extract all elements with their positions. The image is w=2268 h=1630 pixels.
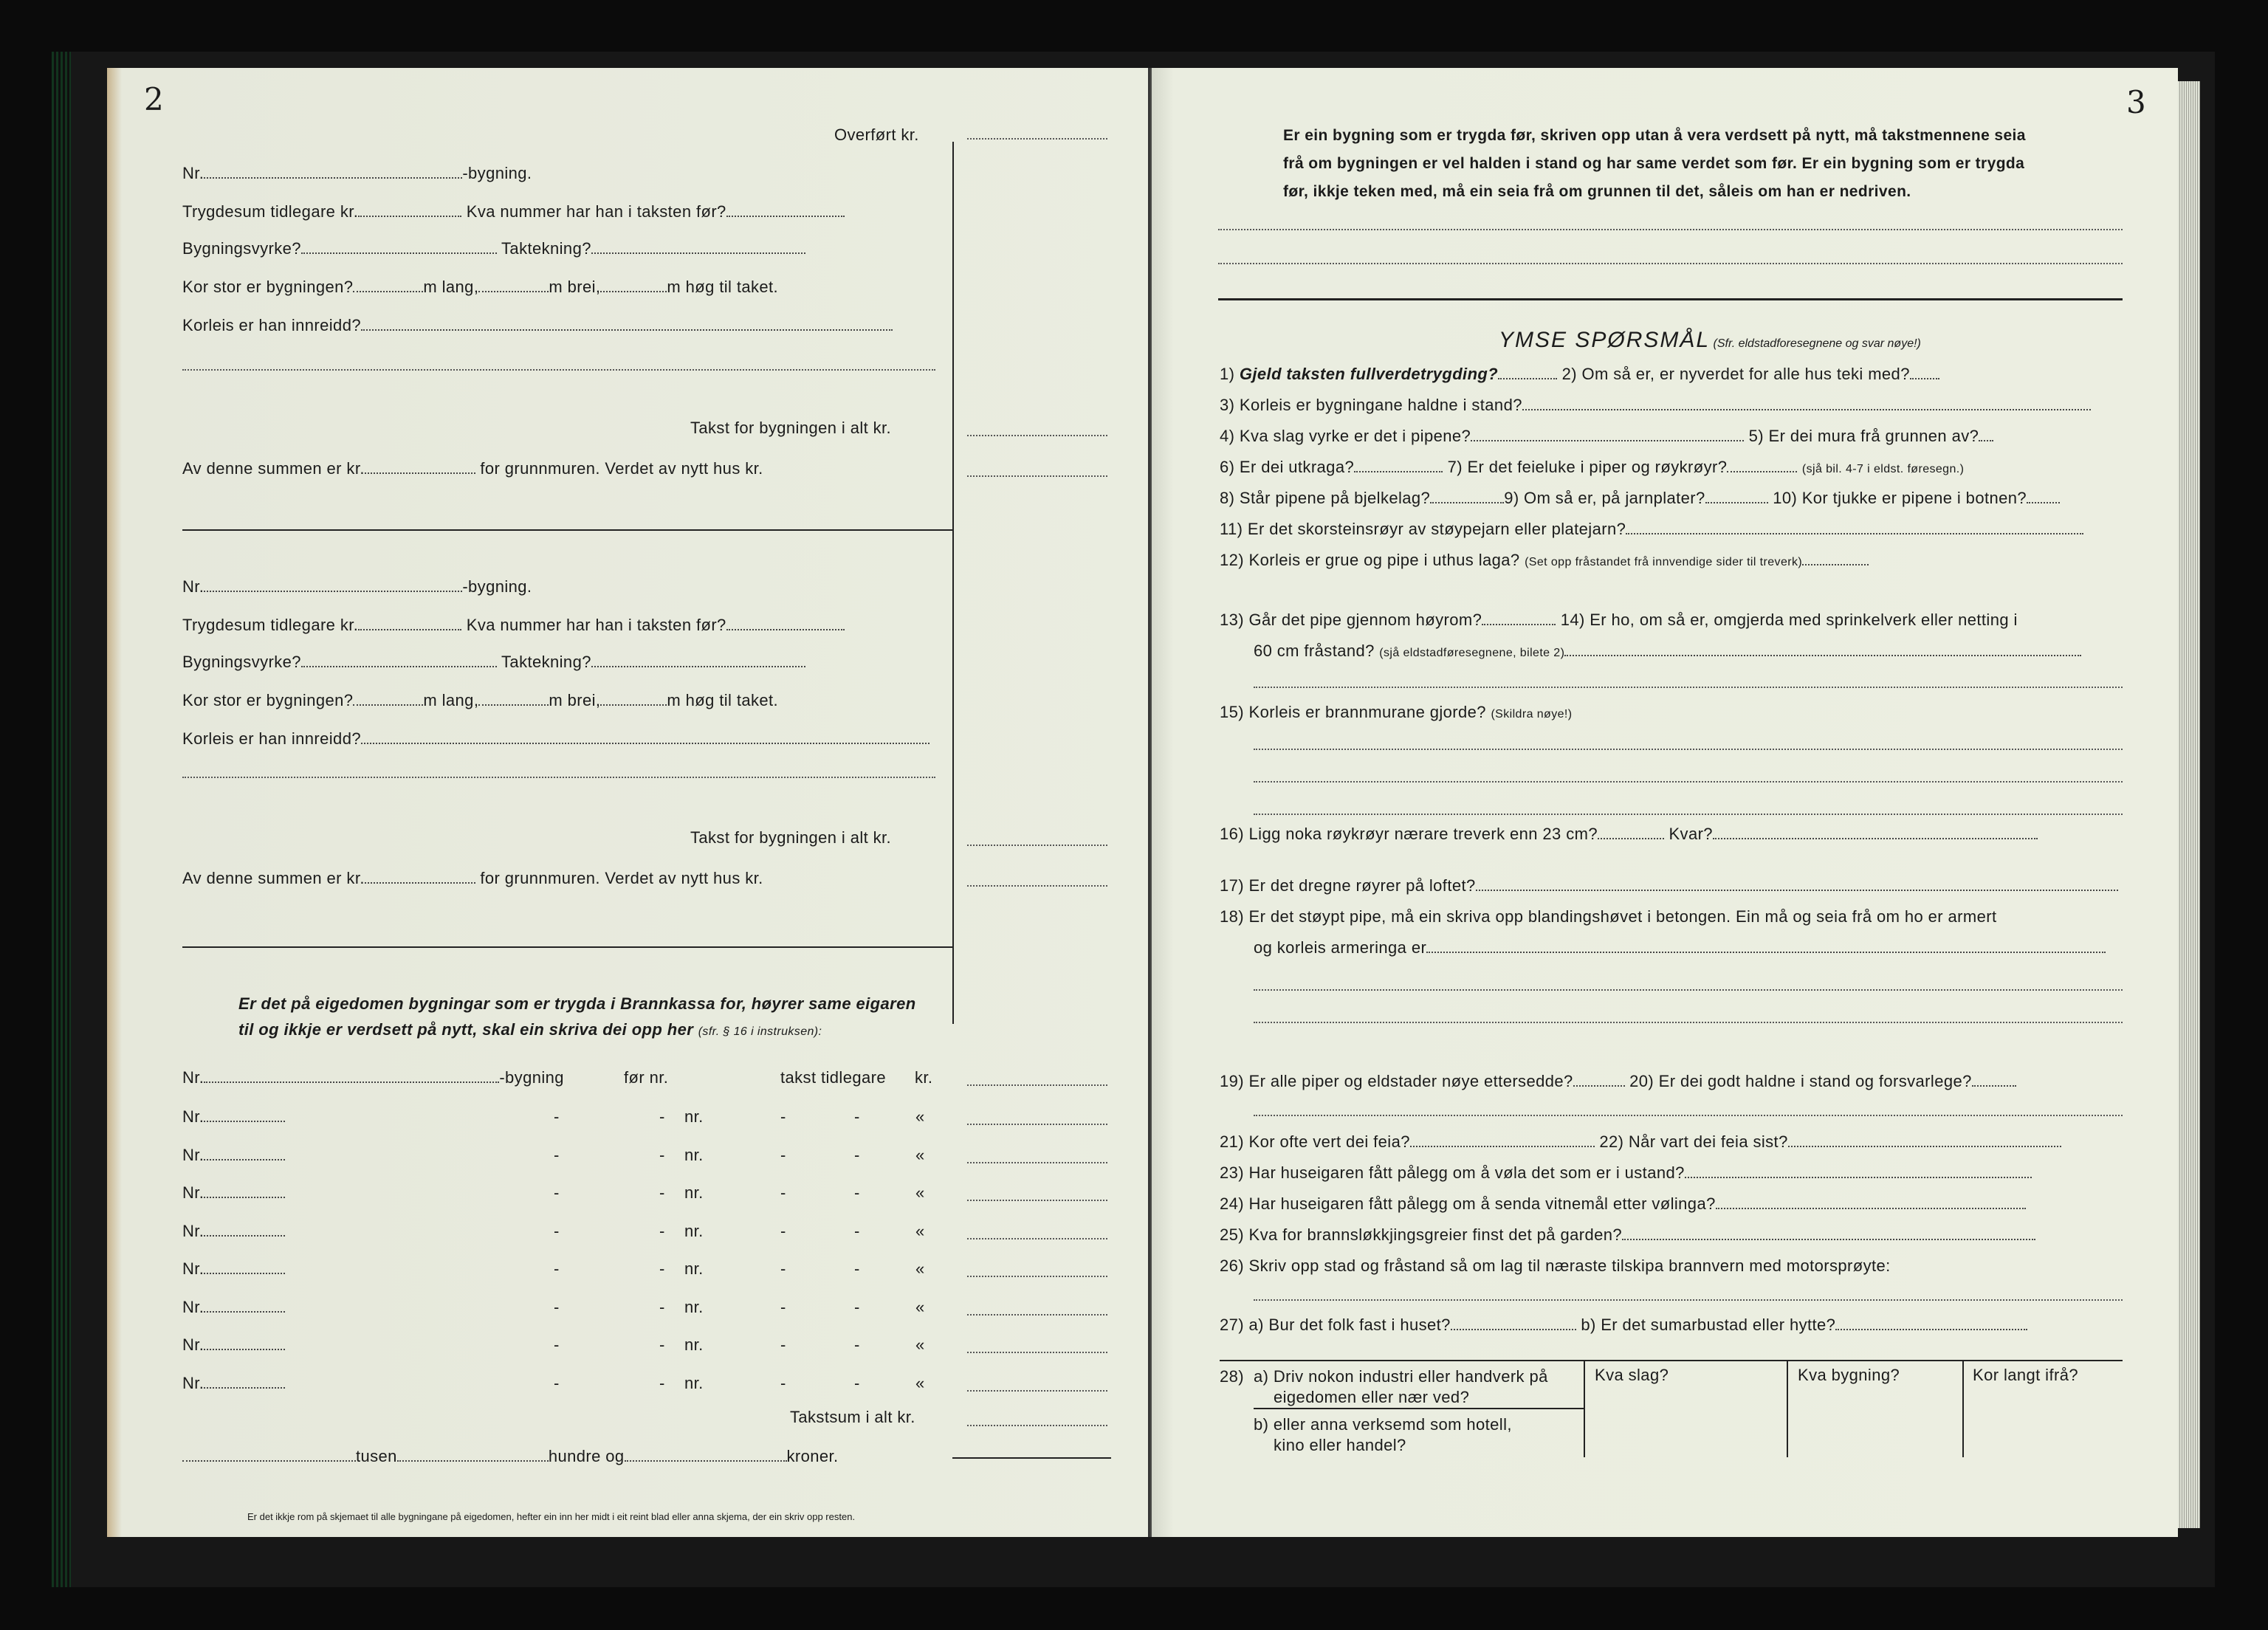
q13-row: 13) Går det pipe gjennom høyrom? 14) Er ho, om så er, omgjerda med sprinkelverk eller netting i <box>1220 611 2018 629</box>
list-row-ditto: « <box>915 1373 925 1392</box>
overfort-value-line <box>967 138 1107 140</box>
list-row-dash: - <box>780 1373 786 1392</box>
list-row-dash: - <box>854 1221 860 1240</box>
list-row-dash: - <box>854 1373 860 1392</box>
q18-row-2: og korleis armeringa er <box>1254 938 2106 957</box>
section-heading: YMSE SPØRSMÅL (Sfr. eldstadforesegnene og svar nøye!) <box>1499 328 1921 352</box>
list-header-kr: kr. <box>915 1068 933 1087</box>
previous-buildings-note-1: Er det på eigedomen bygningar som er trygda i Brannkassa for, høyrer same eigaren <box>238 994 916 1013</box>
list-row-nr: Nr. <box>182 1259 285 1279</box>
overfort-label: Overført kr. <box>834 125 919 144</box>
list-row-dash: - <box>554 1183 560 1202</box>
q17-row: 17) Er det dregne røyrer på loftet? <box>1220 876 2118 895</box>
q28-num: 28) <box>1220 1367 1244 1386</box>
list-row-dash: - <box>659 1297 665 1316</box>
q8-row: 8) Står pipene på bjelkelag? 9) Om så er, på jarnplater? 10) Kor tjukke er pipene i botnen? <box>1220 489 2060 508</box>
list-row-ditto: « <box>915 1107 925 1126</box>
block1-takst-value <box>967 435 1107 436</box>
q18-row: 18) Er det støypt pipe, må ein skriva opp blandingshøvet i betongen. Ein må og seia frå om ho er armert <box>1220 907 1997 926</box>
list-row-dash: - <box>554 1335 560 1354</box>
block2-innreidd: Korleis er han innreidd? <box>182 729 929 749</box>
bleed-through-ghost <box>343 83 354 117</box>
block1-innreidd-line2 <box>182 369 935 371</box>
q18-answer-line-2 <box>1254 1022 2123 1023</box>
list-row-dash: - <box>854 1107 860 1126</box>
q28-col-line-2 <box>1787 1360 1788 1457</box>
list-row-value-line <box>967 1162 1107 1163</box>
q19-row: 19) Er alle piper og eldstader nøye ettersedde? 20) Er dei godt haldne i stand og forsvarlege? <box>1220 1072 2016 1091</box>
block-separator <box>182 529 954 531</box>
list-row-dash: - <box>659 1373 665 1392</box>
intro-line-2: frå om bygningen er vel halden i stand og har same verdet som før. Er ein bygning som er trygda <box>1283 155 2025 172</box>
list-row-dash: - <box>780 1221 786 1240</box>
col-kva-bygning: Kva bygning? <box>1798 1366 1900 1384</box>
amount-column-line <box>952 142 954 1024</box>
list-row-dash: - <box>554 1107 560 1126</box>
intro-answer-line-1 <box>1218 229 2123 230</box>
list-row-ditto: « <box>915 1259 925 1278</box>
list-row-dash: - <box>659 1221 665 1240</box>
intro-rule <box>1218 298 2123 300</box>
list-row-value-line <box>967 1352 1107 1353</box>
list-row-ditto: « <box>915 1221 925 1240</box>
takstsum-rule <box>952 1457 1111 1459</box>
previous-buildings-note-2: til og ikkje er verdsett på nytt, skal ein skriva dei opp her (sfr. § 16 i instruksen): <box>238 1020 822 1039</box>
list-row-value-line <box>967 1276 1107 1277</box>
block2-takst-value <box>967 845 1107 846</box>
list-row-value-line <box>967 1200 1107 1201</box>
block1-kor-stor: Kor stor er bygningen? m lang, m brei, m høg til taket. <box>182 278 779 296</box>
marbled-edge <box>52 52 71 1587</box>
block1-vyrke: Bygningsvyrke? Taktekning? <box>182 239 805 258</box>
list-row-dash: - <box>780 1297 786 1316</box>
block-separator-2 <box>182 946 954 948</box>
list-row-dash: - <box>554 1297 560 1316</box>
list-row-nr-label: nr. <box>684 1183 704 1202</box>
block2-innreidd-line2 <box>182 777 935 778</box>
list-row-dash: - <box>854 1183 860 1202</box>
q26-answer-line <box>1254 1299 2123 1301</box>
list-row-dash: - <box>659 1145 665 1164</box>
q1-row: 1) Gjeld taksten fullverdetrygding? 2) Om så er, er nyverdet for alle hus teki med? <box>1220 365 1939 384</box>
q24-row: 24) Har huseigaren fått pålegg om å senda vitnemål etter vølinga? <box>1220 1194 2026 1214</box>
list-row-nr-label: nr. <box>684 1221 704 1240</box>
left-page <box>107 68 1148 1537</box>
list-row-value-line <box>967 1238 1107 1239</box>
list-row-nr: Nr. <box>182 1146 285 1165</box>
list-row-dash: - <box>554 1259 560 1278</box>
q27-row: 27) a) Bur det folk fast i huset? b) Er det sumarbustad eller hytte? <box>1220 1316 2027 1335</box>
block1-av-summen: Av denne summen er kr. for grunnmuren. Verdet av nytt hus kr. <box>182 459 763 478</box>
q15-answer-line-3 <box>1254 814 2123 815</box>
list-row-ditto: « <box>915 1183 925 1202</box>
list-row-dash: - <box>659 1107 665 1126</box>
list-row-ditto: « <box>915 1145 925 1164</box>
list-row-dash: - <box>780 1145 786 1164</box>
block2-trygdesum: Trygdesum tidlegare kr. Kva nummer har han i taksten før? <box>182 616 845 635</box>
list-row-dash: - <box>659 1183 665 1202</box>
q14-answer-line <box>1254 687 2123 688</box>
block2-nr: Nr. -bygning. <box>182 577 532 596</box>
block1-innreidd: Korleis er han innreidd? <box>182 316 893 335</box>
list-header-takst: takst tidlegare <box>780 1068 886 1087</box>
list-row-value-line <box>967 1314 1107 1316</box>
list-row-nr: Nr. <box>182 1183 285 1203</box>
list-row-nr: Nr. <box>182 1374 285 1393</box>
list-row-ditto: « <box>915 1297 925 1316</box>
list-row-value-line <box>967 1390 1107 1392</box>
list-row-nr-label: nr. <box>684 1107 704 1126</box>
list-row-value-line <box>967 1124 1107 1125</box>
q15-row: 15) Korleis er brannmurane gjorde? (Skildra nøye!) <box>1220 703 1573 721</box>
list-row-nr-label: nr. <box>684 1145 704 1164</box>
block2-nytt-hus-value <box>967 885 1107 887</box>
q18-answer-line-1 <box>1254 989 2123 991</box>
col-kva-slag: Kva slag? <box>1595 1366 1669 1384</box>
list-row-nr-label: nr. <box>684 1335 704 1354</box>
block1-trygdesum: Trygdesum tidlegare kr. Kva nummer har han i taksten før? <box>182 202 845 221</box>
list-row-dash: - <box>854 1335 860 1354</box>
list-header-for-nr: før nr. <box>624 1068 669 1087</box>
block2-vyrke: Bygningsvyrke? Taktekning? <box>182 653 805 672</box>
page-stack <box>2178 81 2200 1528</box>
block1-takst-alt: Takst for bygningen i alt kr. <box>690 419 892 437</box>
list-row-dash: - <box>854 1145 860 1164</box>
q14-row-2: 60 cm fråstand? (sjå eldstadføresegnene, bilete 2) <box>1254 642 2081 661</box>
list-row-dash: - <box>659 1335 665 1354</box>
q4-row: 4) Kva slag vyrke er det i pipene? 5) Er dei mura frå grunnen av? <box>1220 427 1993 446</box>
amount-in-words: tusen hundre og kroner. <box>182 1447 839 1466</box>
block2-av-summen: Av denne summen er kr. for grunnmuren. Verdet av nytt hus kr. <box>182 869 763 887</box>
block2-takst-alt: Takst for bygningen i alt kr. <box>690 828 892 847</box>
list-row-dash: - <box>780 1183 786 1202</box>
intro-line-3: før, ikkje teken med, må ein seia frå om grunnen til det, såleis om han er nedriven. <box>1283 183 1911 200</box>
q15-answer-line-1 <box>1254 749 2123 750</box>
list-row-dash: - <box>554 1373 560 1392</box>
page-number-right: 3 <box>2126 84 2146 120</box>
list-row-dash: - <box>854 1259 860 1278</box>
q28-table-top <box>1220 1360 2123 1361</box>
list-row-nr: Nr. <box>182 1222 285 1241</box>
list-row-dash: - <box>554 1221 560 1240</box>
q25-row: 25) Kva for brannsløkkjingsgreier finst det på garden? <box>1220 1225 2035 1245</box>
list-row-nr: Nr. <box>182 1107 285 1127</box>
q6-row: 6) Er dei utkraga? 7) Er det feieluke i piper og røykrøyr? (sjå bil. 4-7 i eldst. føresegn.) <box>1220 458 1965 476</box>
list-row-nr-label: nr. <box>684 1373 704 1392</box>
list-row-nr-label: nr. <box>684 1259 704 1278</box>
list-row-dash: - <box>659 1259 665 1278</box>
list-row-nr: Nr. <box>182 1298 285 1317</box>
list-row-dash: - <box>780 1259 786 1278</box>
q23-row: 23) Har huseigaren fått pålegg om å vøla det som er i ustand? <box>1220 1163 2032 1183</box>
q28b-line-2: kino eller handel? <box>1274 1436 1406 1454</box>
q26-row: 26) Skriv opp stad og fråstand så om lag til næraste tilskipa brannvern med motorsprøyte: <box>1220 1256 1891 1275</box>
q20-answer-line <box>1254 1115 2123 1116</box>
q15-answer-line-2 <box>1254 781 2123 783</box>
list-row-dash: - <box>554 1145 560 1164</box>
block1-nr: Nr. -bygning. <box>182 164 532 182</box>
q28-inner-rule <box>1254 1408 1584 1409</box>
footnote: Er det ikkje rom på skjemaet til alle bygningane på eigedomen, hefter ein inn her midt i eit reint blad eller anna skjema, der ein skriv opp resten. <box>247 1511 856 1522</box>
page-number: 2 <box>144 81 164 117</box>
right-page <box>1152 68 2178 1537</box>
takstsum-value <box>967 1425 1107 1426</box>
q28b-line-1: b) eller anna verksemd som hotell, <box>1254 1415 1512 1434</box>
block1-nytt-hus-value <box>967 475 1107 477</box>
list-row-ditto: « <box>915 1335 925 1354</box>
list-row-dash: - <box>854 1297 860 1316</box>
list-row-dash: - <box>780 1335 786 1354</box>
list-header: Nr. -bygning <box>182 1068 564 1087</box>
takstsum-label: Takstsum i alt kr. <box>790 1408 915 1426</box>
q28a-line-2: eigedomen eller nær ved? <box>1274 1388 1470 1406</box>
q12-row: 12) Korleis er grue og pipe i uthus laga? (Set opp fråstandet frå innvendige sider til treverk) <box>1220 551 1869 570</box>
intro-line-1: Er ein bygning som er trygda før, skriven opp utan å vera verdsett på nytt, må takstmennene seia <box>1283 127 2026 144</box>
q21-row: 21) Kor ofte vert dei feia? 22) Når vart dei feia sist? <box>1220 1132 2061 1152</box>
q3-row: 3) Korleis er bygningane haldne i stand? <box>1220 396 2091 415</box>
list-row-dash: - <box>780 1107 786 1126</box>
q11-row: 11) Er det skorsteinsrøyr av støypejarn eller platejarn? <box>1220 520 2083 539</box>
list-row-nr-label: nr. <box>684 1297 704 1316</box>
intro-answer-line-2 <box>1218 263 2123 264</box>
q28-col-line-1 <box>1584 1360 1585 1457</box>
q16-row: 16) Ligg noka røykrøyr nærare treverk enn 23 cm? Kvar? <box>1220 825 2038 844</box>
q28a-line-1: a) Driv nokon industri eller handverk på <box>1254 1367 1548 1386</box>
list-row-nr: Nr. <box>182 1335 285 1355</box>
list-header-value <box>967 1084 1107 1086</box>
col-kor-langt: Kor langt ifrå? <box>1973 1366 2078 1384</box>
block2-kor-stor: Kor stor er bygningen? m lang, m brei, m høg til taket. <box>182 691 779 709</box>
q28-col-line-3 <box>1962 1360 1964 1457</box>
